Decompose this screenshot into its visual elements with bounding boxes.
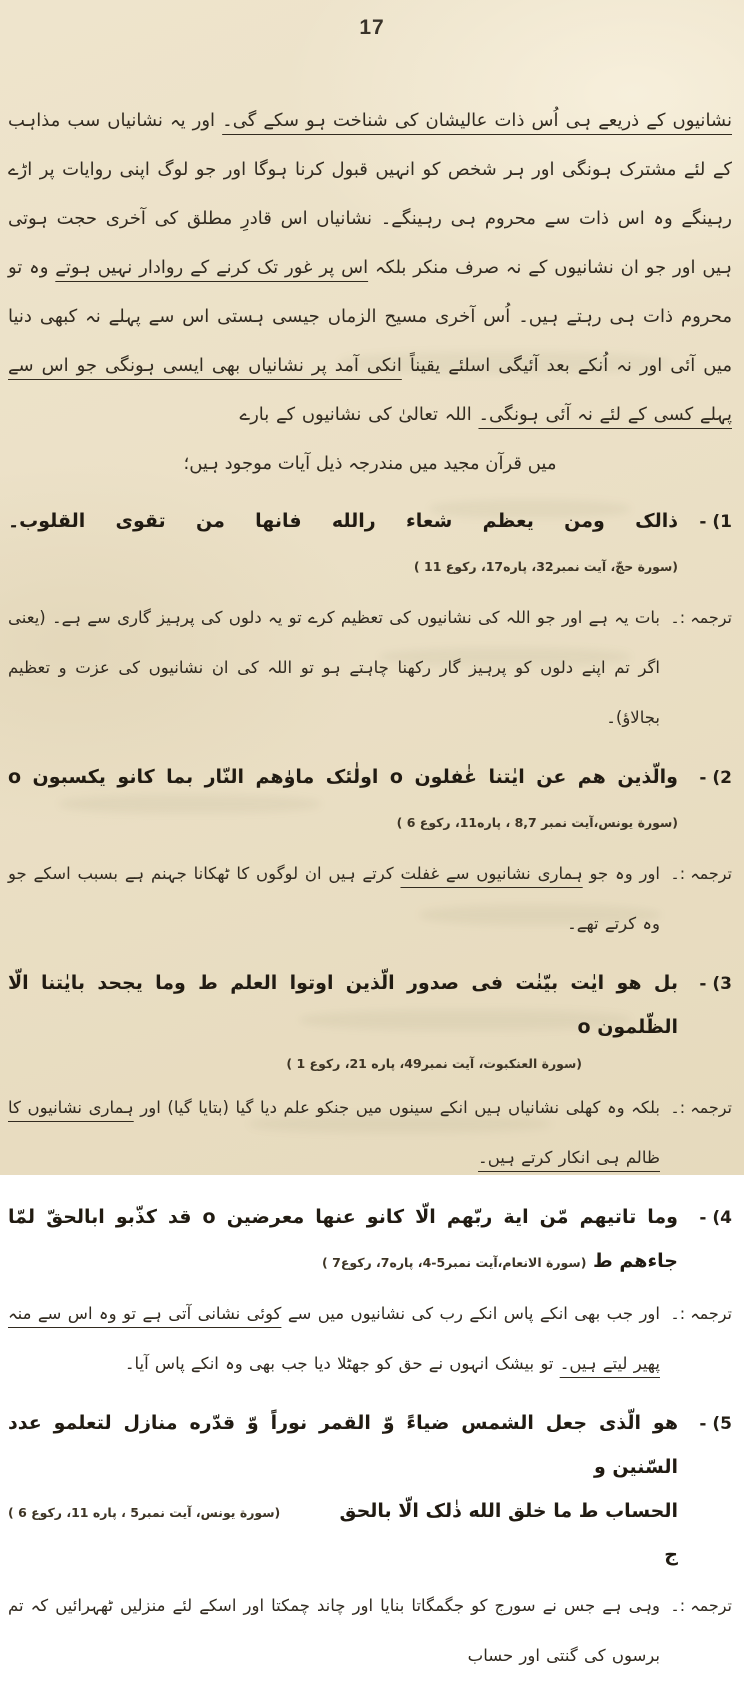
arabic-verse: ذالک ومن یعظم شعاء رالله فانها من تقوی القلوب۔ (8, 510, 678, 532)
arabic-verse: هو الّذی جعل الشمس ضیاءً وّ القمر نوراً وّ قدّره منازل لتعلمو عدد السّنین و (8, 1412, 678, 1478)
verse-line (8, 961, 732, 1049)
verse-line (8, 755, 732, 845)
translation-segment: بات یہ ہے اور جو اللہ کی نشانیوں کی تعظیم کرے تو یہ دلوں کی پرہیز گاری سے ہے۔ (یعنی اگر تم اپنے دلوں کو پرہیز گار رکھنا چاہتے ہو تو اللہ کی ان نشانیوں کی عزت و تعظیم بجالاؤ)۔ (8, 608, 660, 727)
verse-reference: (سورة یونس، آیت نمبر5 ، پاره 11، رکوع 6 ) (8, 1505, 281, 1520)
verse-number: 4) - (699, 1208, 732, 1228)
translation-row (8, 1083, 732, 1183)
verse-item-4 (8, 1195, 732, 1389)
verse-list (8, 499, 732, 1681)
arabic-verse-text (8, 755, 678, 845)
verse-item-3 (8, 961, 732, 1183)
verse-number: 2) - (699, 768, 732, 788)
translation-text (8, 1581, 660, 1681)
verse-number: 1) - (699, 512, 732, 532)
translation-segment: کرتے ہیں ان لوگوں کا ٹھکانا جہنم ہے بسبب اسکے جو وہ کرتے تھے۔ (8, 864, 660, 933)
verse-item-2 (8, 755, 732, 949)
verse-line (8, 1401, 732, 1489)
translation-text (8, 849, 660, 949)
verse-number: 5) - (699, 1414, 732, 1434)
arabic-verse-text (8, 1401, 678, 1489)
page-content (0, 96, 744, 1681)
arabic-verse-text (8, 961, 678, 1049)
translation-text (8, 1289, 660, 1389)
translation-underlined: ہماری نشانیوں کا ظالم ہی انکار کرتے ہیں۔ (8, 1098, 660, 1167)
translation-label: ترجمہ :۔ (670, 1098, 732, 1117)
verse-reference: (سورة حجّ، آیت نمبر32، پاره17، رکوع 11 ) (413, 559, 678, 574)
translation-segment: اور وہ جو (582, 864, 661, 883)
intro-text: وہ تو محروم ذات ہی رہتے ہیں۔ اُس آخری مسیح الزماں جیسی ہستی اس سے پہلے نہ کبھی دنیا میں آئی اور نہ اُنکے بعد آئیگی اسلئے یقیناً (8, 257, 732, 376)
arabic-verse-text (8, 499, 678, 589)
verse-line-continued (8, 1489, 732, 1577)
arabic-verse: وما تاتیهم مّن ایة ربّهم الّا کانو عنها معرضین o قد کذّبو ابالحقّ لمّا جاءهم ط (8, 1206, 678, 1272)
verse-line (8, 499, 732, 589)
verse-line (8, 1195, 732, 1285)
translation-segment: اور جب بھی انکے پاس انکے رب کی نشانیوں میں سے (281, 1304, 660, 1323)
translation-row (8, 1581, 732, 1681)
translation-underlined: کوئی نشانی آتی ہے تو وہ اس سے منہ پھیر لیتے ہیں۔ (8, 1304, 660, 1373)
intro-text: اور یہ نشانیاں سب مذاہب کے لئے مشترک ہونگی اور ہر شخص کو انہیں قبول کرنا ہوگا اور جو لوگ اپنی روایات پر اڑے رہینگے وہ اس ذات سے محروم ہی رہینگے۔ نشانیاں اس قادرِ مطلق کی آخری حجت ہوتی ہیں اور جو ان نشانیوں کے نہ صرف منکر بلکہ (8, 110, 732, 278)
page-number: 17 (359, 16, 385, 39)
translation-label: ترجمہ :۔ (670, 608, 732, 627)
intro-paragraph (8, 96, 732, 439)
translation-underlined: ہماری نشانیوں سے غفلت (400, 864, 583, 883)
translation-row (8, 593, 732, 743)
verse-reference: (سورة یونس،آیت نمبر 8,7 ، پاره11، رکوع 6 ) (396, 815, 678, 830)
intro-underlined-phrase: نشانیوں کے ذریعے ہی اُس ذات عالیشان کی شناخت ہو سکے گی۔ (222, 110, 732, 131)
arabic-verse: بل هو ایٰت بیّنٰت فی صدور الّذین اوتوا العلم ط وما یجحد بایٰتنا الّا الظّلمون o (8, 972, 678, 1038)
intro-underlined-phrase: اس پر غور تک کرنے کے روادار نہیں ہوتے (55, 257, 369, 278)
arabic-verse: والّذین هم عن ایٰتنا غٰفلون o اولٰئک ماوٰهم النّار بما کانو یکسبون o (8, 766, 678, 788)
translation-label: ترجمہ :۔ (670, 1596, 732, 1615)
verse-number: 3) - (699, 974, 732, 994)
translation-segment: بلکہ وہ کھلی نشانیاں ہیں انکے سینوں میں جنکو علم دیا گیا (بتایا گیا) اور (133, 1098, 660, 1117)
translation-row (8, 849, 732, 949)
intro-text: اللہ تعالیٰ کی نشانیوں کے بارے (239, 404, 479, 425)
intro-underlined-phrase: انکی آمد پر نشانیاں بھی ایسی ہونگی جو اس سے پہلے کسی کے لئے نہ آئی ہونگی۔ (8, 355, 732, 425)
verse-reference: (سورة الانعام،آیت نمبر5-4، پاره7، رکوع7 ) (322, 1255, 587, 1270)
arabic-verse-text (8, 1195, 678, 1285)
translation-row (8, 1289, 732, 1389)
translation-segment: وہی ہے جس نے سورج کو جگمگاتا بنایا اور چاند چمکتا اور اسکے لئے منزلیں ٹھہرائیں کہ تم برسوں کی گنتی اور حساب (8, 1596, 660, 1665)
translation-segment: تو بیشک انہوں نے حق کو جھٹلا دیا جب بھی وہ انکے پاس آیا۔ (124, 1354, 560, 1373)
intro-closing-line: میں قرآن مجید میں مندرجہ ذیل آیات موجود ہیں؛ (183, 453, 557, 474)
verse-item-5 (8, 1401, 732, 1681)
translation-label: ترجمہ :۔ (670, 1304, 732, 1323)
verse-reference: (سورة العنکبوت، آیت نمبر49، پاره 21، رکوع 1 ) (286, 1056, 582, 1071)
translation-text (8, 1083, 660, 1183)
arabic-verse: الحساب ط ما خلق الله ذٰلک الّا بالحق ج (339, 1500, 678, 1566)
verse-item-1 (8, 499, 732, 743)
translation-label: ترجمہ :۔ (670, 864, 732, 883)
translation-text (8, 593, 660, 743)
